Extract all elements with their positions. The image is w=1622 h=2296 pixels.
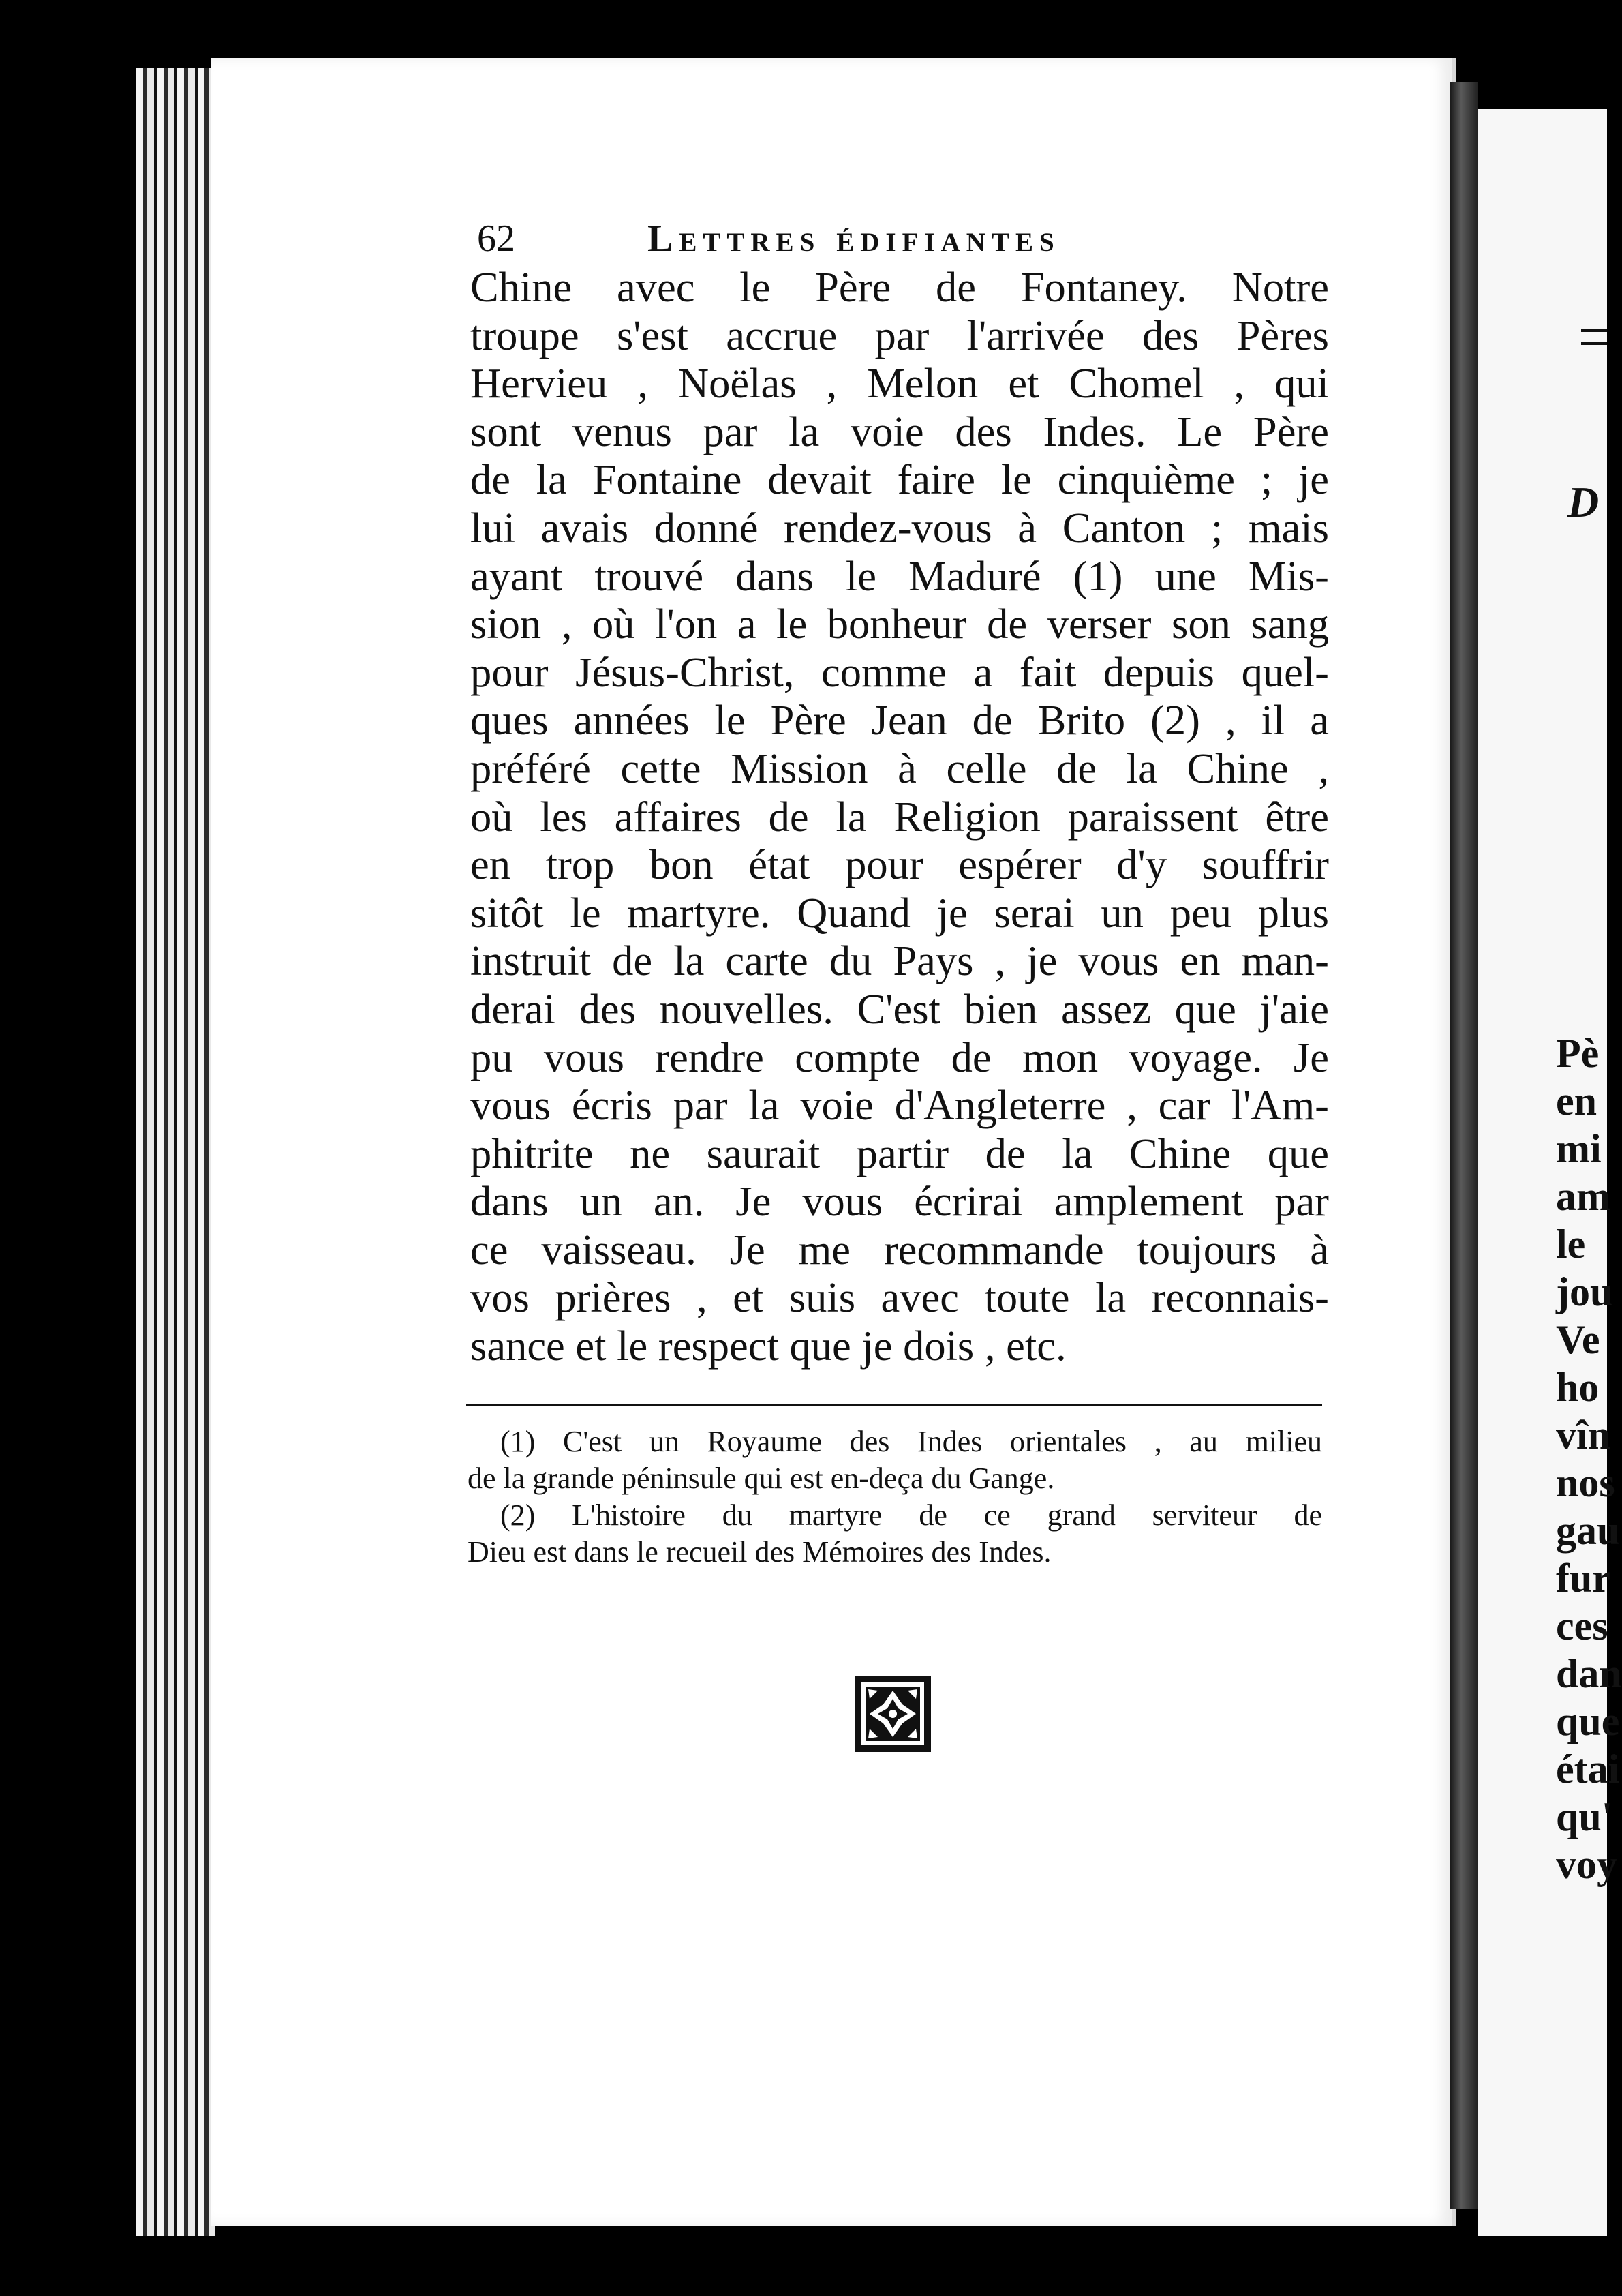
facing-line: Ve bbox=[1556, 1317, 1600, 1362]
text-line: lui avais donné rendez-vous à Canton ; mais bbox=[470, 503, 1329, 552]
text-line: pu vous rendre compte de mon voyage. Je bbox=[470, 1033, 1329, 1081]
text-line: sont venus par la voie des Indes. Le Père bbox=[470, 407, 1329, 455]
page-number: 62 bbox=[477, 217, 515, 260]
facing-line: le bbox=[1556, 1222, 1586, 1267]
facing-line: gau bbox=[1556, 1508, 1620, 1553]
text-line: vos prières , et suis avec toute la reconnais- bbox=[470, 1273, 1329, 1322]
facing-line: mi bbox=[1556, 1126, 1602, 1171]
facing-line: en bbox=[1556, 1078, 1597, 1123]
facing-line: am bbox=[1556, 1174, 1610, 1219]
text-line: instruit de la carte du Pays , je vous en man- bbox=[470, 937, 1329, 985]
text-line: troupe s'est accrue par l'arrivée des Pères bbox=[470, 311, 1329, 359]
facing-line: voy bbox=[1556, 1842, 1617, 1887]
facing-page-rule bbox=[1581, 329, 1607, 345]
facing-page-lines bbox=[1556, 1029, 1622, 1888]
page-edges bbox=[136, 68, 215, 2236]
footnote-rule bbox=[466, 1404, 1322, 1406]
footnote-line: (2) L'histoire du martyre de ce grand serviteur de bbox=[500, 1498, 1322, 1532]
running-head bbox=[477, 217, 1336, 260]
facing-line: ho bbox=[1556, 1365, 1600, 1410]
facing-line: que bbox=[1556, 1699, 1620, 1744]
facing-line: qu' bbox=[1556, 1794, 1613, 1839]
text-line: sance et le respect que je dois , etc. bbox=[470, 1322, 1067, 1370]
facing-line: vîn bbox=[1556, 1413, 1611, 1457]
text-line: pour Jésus-Christ, comme a fait depuis quel- bbox=[470, 648, 1329, 696]
text-line: vous écris par la voie d'Angleterre , car l'Am- bbox=[470, 1081, 1329, 1130]
footnote-line: de la grande péninsule qui est en-deça du Gange. bbox=[468, 1462, 1055, 1495]
text-line: en trop bon état pour espérer d'y souffrir bbox=[470, 841, 1329, 889]
text-line: phitrite ne saurait partir de la Chine que bbox=[470, 1129, 1329, 1177]
text-line: de la Fontaine devait faire le cinquième ; je bbox=[470, 455, 1329, 504]
running-title: Lettres édifiantes bbox=[647, 217, 1060, 260]
facing-line: étai bbox=[1556, 1747, 1620, 1792]
facing-line: Pè bbox=[1556, 1031, 1600, 1076]
facing-line: ces bbox=[1556, 1603, 1608, 1648]
text-line: sitôt le martyre. Quand je serai un peu plus bbox=[470, 888, 1329, 937]
printer-ornament-icon bbox=[855, 1676, 931, 1752]
text-line: sion , où l'on a le bonheur de verser son sang bbox=[470, 600, 1329, 648]
footnote-line: Dieu est dans le recueil des Mémoires des Indes. bbox=[468, 1535, 1052, 1569]
facing-line: fur bbox=[1556, 1556, 1610, 1601]
facing-line: jou bbox=[1556, 1269, 1613, 1314]
text-line: préféré cette Mission à celle de la Chine , bbox=[470, 744, 1329, 792]
facing-page-initial: D bbox=[1567, 478, 1600, 526]
footnote-line: (1) C'est un Royaume des Indes orientales , au milieu bbox=[500, 1425, 1322, 1458]
facing-line: nos bbox=[1556, 1460, 1615, 1505]
text-line: Chine avec le Père de Fontaney. Notre bbox=[470, 263, 1329, 311]
footnotes bbox=[468, 1423, 1322, 1571]
text-line: Hervieu , Noëlas , Melon et Chomel , qui bbox=[470, 359, 1329, 408]
text-line: dans un an. Je vous écrirai amplement par bbox=[470, 1177, 1329, 1226]
text-line: ce vaisseau. Je me recommande toujours à bbox=[470, 1225, 1329, 1273]
body-text bbox=[470, 263, 1329, 1370]
facing-line: dan bbox=[1556, 1651, 1622, 1696]
book-gutter bbox=[1450, 82, 1478, 2209]
text-line: où les affaires de la Religion paraissent être bbox=[470, 792, 1329, 841]
text-line: ayant trouvé dans le Maduré (1) une Mis- bbox=[470, 552, 1329, 600]
text-line: ques années le Père Jean de Brito (2) , il a bbox=[470, 696, 1329, 744]
text-line: derai des nouvelles. C'est bien assez que j'aie bbox=[470, 984, 1329, 1033]
